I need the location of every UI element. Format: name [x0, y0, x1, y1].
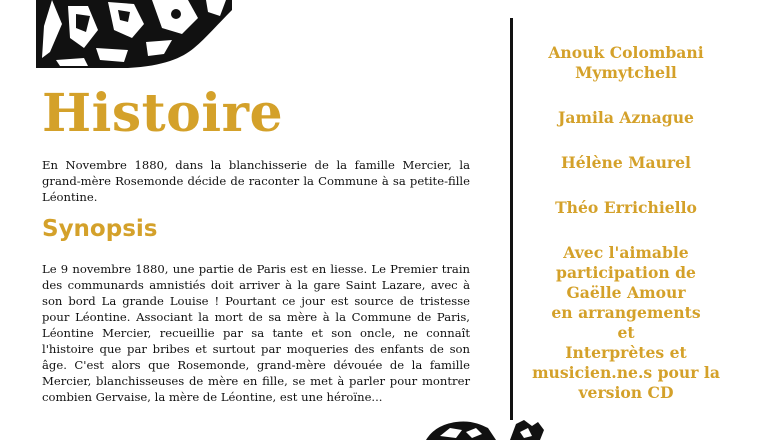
participation-line: musicien.ne.s pour la — [532, 363, 720, 382]
participation-line: Avec l'aimable — [563, 243, 689, 262]
histoire-heading: Histoire — [42, 83, 284, 144]
participation-line: Gaëlle Amour — [566, 283, 686, 302]
participation-line: version CD — [578, 383, 674, 402]
participation-note — [520, 243, 732, 403]
credit-person: Jamila Aznague — [558, 108, 694, 127]
credit-person: Théo Errichiello — [555, 198, 697, 217]
synopsis-heading: Synopsis — [42, 216, 158, 242]
participation-line: participation de — [556, 263, 696, 282]
participation-line: et — [617, 323, 635, 342]
participation-line: Interprètes et — [565, 343, 687, 362]
credit-person: Mymytchell — [575, 63, 677, 82]
column-divider — [510, 18, 513, 420]
woodcut-illustration-icon — [426, 418, 548, 440]
credit-person: Hélène Maurel — [561, 153, 691, 172]
credits-column — [520, 43, 732, 403]
woodcut-illustration-icon — [36, 0, 232, 68]
synopsis-text: Le 9 novembre 1880, une partie de Paris est en liesse. Le Premier train des communards amnistiés doit arriver à la gare Saint Lazare, avec à son bord La grande Louise ! Pourtant ce jour est source de tristesse pour Léontine. Associant la mort de sa mère à la Commune de Paris, Léontine Mercier, recueillie par sa tante et son oncle, ne connaît l'histoire que par bribes et surtout par moqueries des enfants de son âge. C'est alors que Rosemonde, grand-mère dévouée de la famille Mercier, blanchisseuses de mère en fille, se met à parler pour montrer combien Gervaise, la mère de Léontine, est une héroïne... — [42, 262, 470, 404]
participation-line: en arrangements — [551, 303, 701, 322]
credit-person: Anouk Colombani — [548, 43, 704, 62]
histoire-intro: En Novembre 1880, dans la blanchisserie de la famille Mercier, la grand-mère Rosemonde décide de raconter la Commune à sa petite-fille Léontine. — [42, 158, 470, 204]
